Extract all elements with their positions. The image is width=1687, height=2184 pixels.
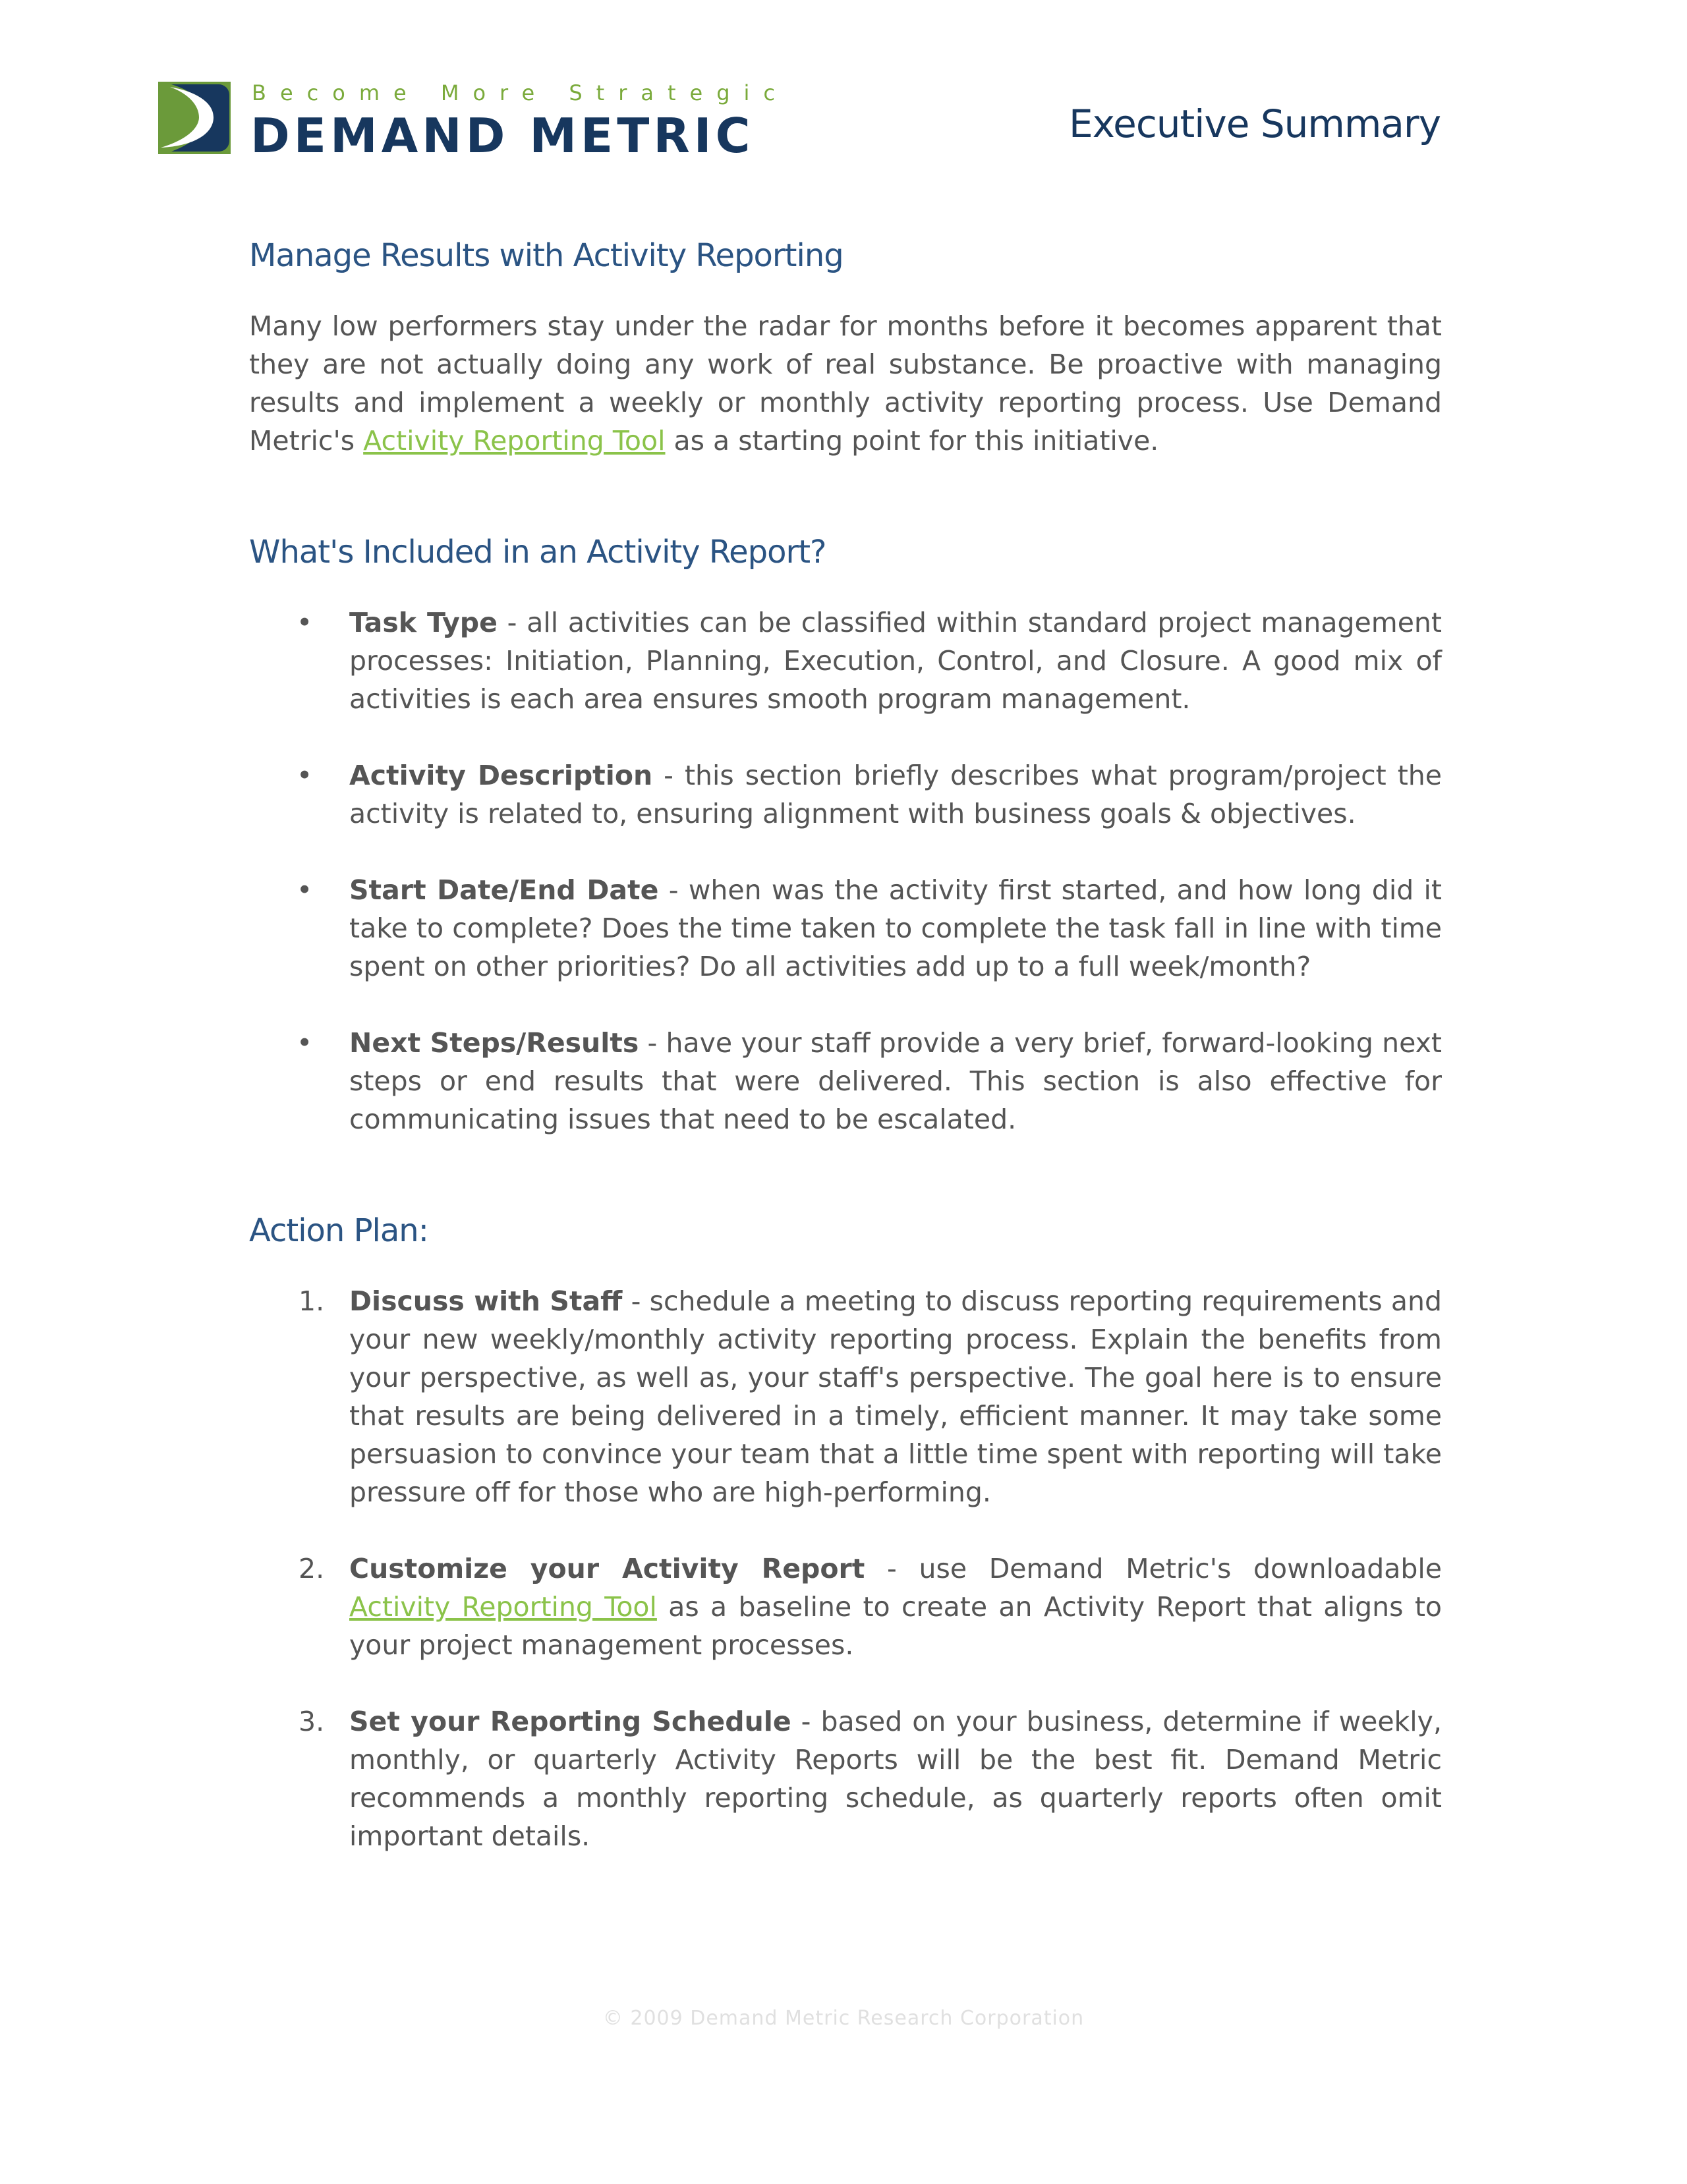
brand-name: DEMAND METRIC (250, 108, 755, 163)
bullet-icon: • (297, 1027, 313, 1059)
item-text: - when was the activity first started, and how long did it take to complete? Does the time taken to complete the task fall in line with time spent on other priorities? Do all activities add up to a full week/month? (349, 874, 1442, 982)
activity-reporting-tool-link[interactable]: Activity Reporting Tool (363, 425, 666, 457)
section-heading-whats-included: What's Included in an Activity Report? (249, 534, 826, 571)
item-text: - have your staff provide a very brief, forward-looking next steps or end results that were delivered. This section is also effective for communicating issues that need to be escalated. (349, 1027, 1442, 1135)
brand-tagline: Become More Strategic (252, 80, 789, 105)
item-text: - this section briefly describes what program/project the activity is related to, ensuring alignment with business goals & objectives. (349, 760, 1443, 829)
item-term: Activity Description (349, 760, 653, 791)
item-text: - based on your business, determine if weekly, monthly, or quarterly Activity Reports will be the best fit. Demand Metric recommends a monthly reporting schedule, as quarterly reports often omit important details. (349, 1706, 1442, 1852)
step-number: 1. (299, 1285, 325, 1317)
list-item (249, 603, 1442, 718)
intro-paragraph (249, 307, 1442, 460)
item-text: - all activities can be classified within standard project management processes: Initiation, Planning, Execution, Control, and Closure. A good mix of activities is each area ensures smooth program management. (349, 607, 1442, 715)
section-heading-manage-results: Manage Results with Activity Reporting (249, 237, 844, 274)
document-title: Executive Summary (1069, 101, 1441, 146)
item-term: Next Steps/Results (349, 1027, 639, 1059)
bullet-icon: • (297, 607, 313, 638)
item-term: Task Type (349, 607, 498, 638)
item-term: Discuss with Staff (349, 1285, 623, 1317)
section-heading-action-plan: Action Plan: (249, 1212, 428, 1249)
bullet-icon: • (297, 874, 313, 906)
list-item (249, 1702, 1442, 1855)
item-text-end: as a baseline to create an Activity Report that aligns to your project management processes. (349, 1591, 1442, 1661)
action-plan-list (249, 1282, 1442, 1855)
company-logo (158, 80, 804, 163)
item-text: - use Demand Metric's downloadable (865, 1553, 1442, 1584)
item-text: - schedule a meeting to discuss reporting requirements and your new weekly/monthly activity reporting process. Explain the benefits from your perspective, as well as, your staff's perspective. The goal here is to ensure that results are being delivered in a timely, efficient manner. It may take some persuasion to convince your team that a little time spent with reporting will take pressure off for those who are high-performing. (349, 1285, 1442, 1508)
demand-metric-logo-icon (158, 82, 231, 154)
list-item (249, 871, 1442, 986)
step-number: 3. (299, 1706, 325, 1737)
included-list (249, 603, 1442, 1138)
intro-text-end: as a starting point for this initiative. (665, 425, 1159, 457)
intro-text: Many low performers stay under the radar for months before it becomes apparent that they are not actually doing any work of real substance. Be proactive with managing results and implement a weekly or monthly activity reporting process. Use Demand Metric's (249, 310, 1442, 457)
copyright-footer: © 2009 Demand Metric Research Corporation (602, 2007, 1085, 2030)
list-item (249, 1282, 1442, 1511)
list-item (249, 1550, 1442, 1664)
document-body (249, 232, 1442, 1855)
step-number: 2. (299, 1553, 325, 1584)
item-term: Customize your Activity Report (349, 1553, 865, 1584)
bullet-icon: • (297, 760, 313, 791)
item-term: Set your Reporting Schedule (349, 1706, 791, 1737)
activity-reporting-tool-link[interactable]: Activity Reporting Tool (349, 1591, 657, 1623)
list-item (249, 1024, 1442, 1138)
list-item (249, 756, 1442, 833)
item-term: Start Date/End Date (349, 874, 659, 906)
